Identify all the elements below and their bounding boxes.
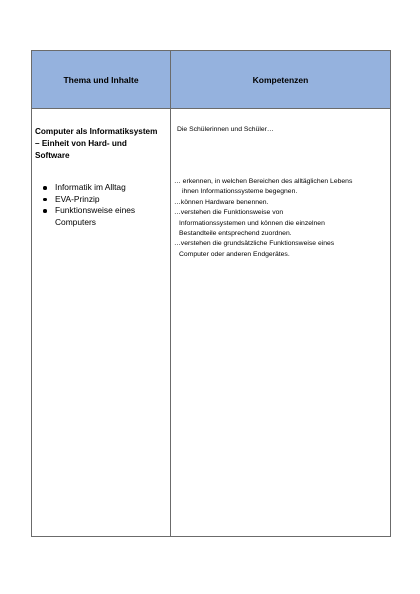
competencies-list — [174, 177, 388, 260]
competency-item — [174, 177, 388, 198]
header-competencies-cell: Kompetenzen — [252, 74, 309, 85]
competency-item — [174, 239, 388, 260]
list-item-text: Informatik im Alltag — [55, 182, 126, 192]
competency-line: …verstehen die Funktionsweise von — [174, 209, 284, 217]
topic-title-line: – Einheit von Hard- und — [35, 139, 127, 148]
competency-line: Bestandteile entsprechend zuordnen. — [179, 230, 292, 238]
competency-line: Computer oder anderen Endgerätes. — [179, 250, 290, 258]
header-topic-cell: Thema und Inhalte — [63, 74, 139, 85]
list-item — [43, 194, 167, 206]
topic-cell — [35, 126, 167, 228]
competency-line: …verstehen die grundsätzliche Funktionsweise eines — [174, 240, 335, 248]
competency-line: Informationssystemen und können die einzelnen — [179, 219, 325, 227]
competency-line: …können Hardware benennen. — [174, 198, 269, 206]
competencies-cell — [174, 125, 388, 260]
topic-title-line: Software — [35, 151, 70, 160]
table-header-row — [32, 51, 390, 109]
topic-title-line: Computer als Informatiksystem — [35, 127, 158, 136]
competency-line: … erkennen, in welchen Bereichen des alltäglichen Lebens — [174, 178, 353, 185]
competency-line: ihnen Informationssysteme begegnen. — [182, 188, 298, 196]
list-item — [43, 182, 167, 194]
topic-list — [35, 182, 167, 228]
list-item — [43, 205, 167, 228]
column-divider — [170, 51, 171, 536]
competency-item — [174, 208, 388, 239]
list-item-text: EVA-Prinzip — [55, 193, 100, 204]
curriculum-table — [31, 50, 391, 537]
competencies-intro: Die Schülerinnen und Schüler… — [177, 126, 274, 133]
list-item-text: Funktionsweise eines — [55, 205, 136, 215]
list-item-text: Computers — [55, 216, 96, 227]
topic-title — [35, 126, 167, 162]
competency-item — [174, 198, 388, 208]
